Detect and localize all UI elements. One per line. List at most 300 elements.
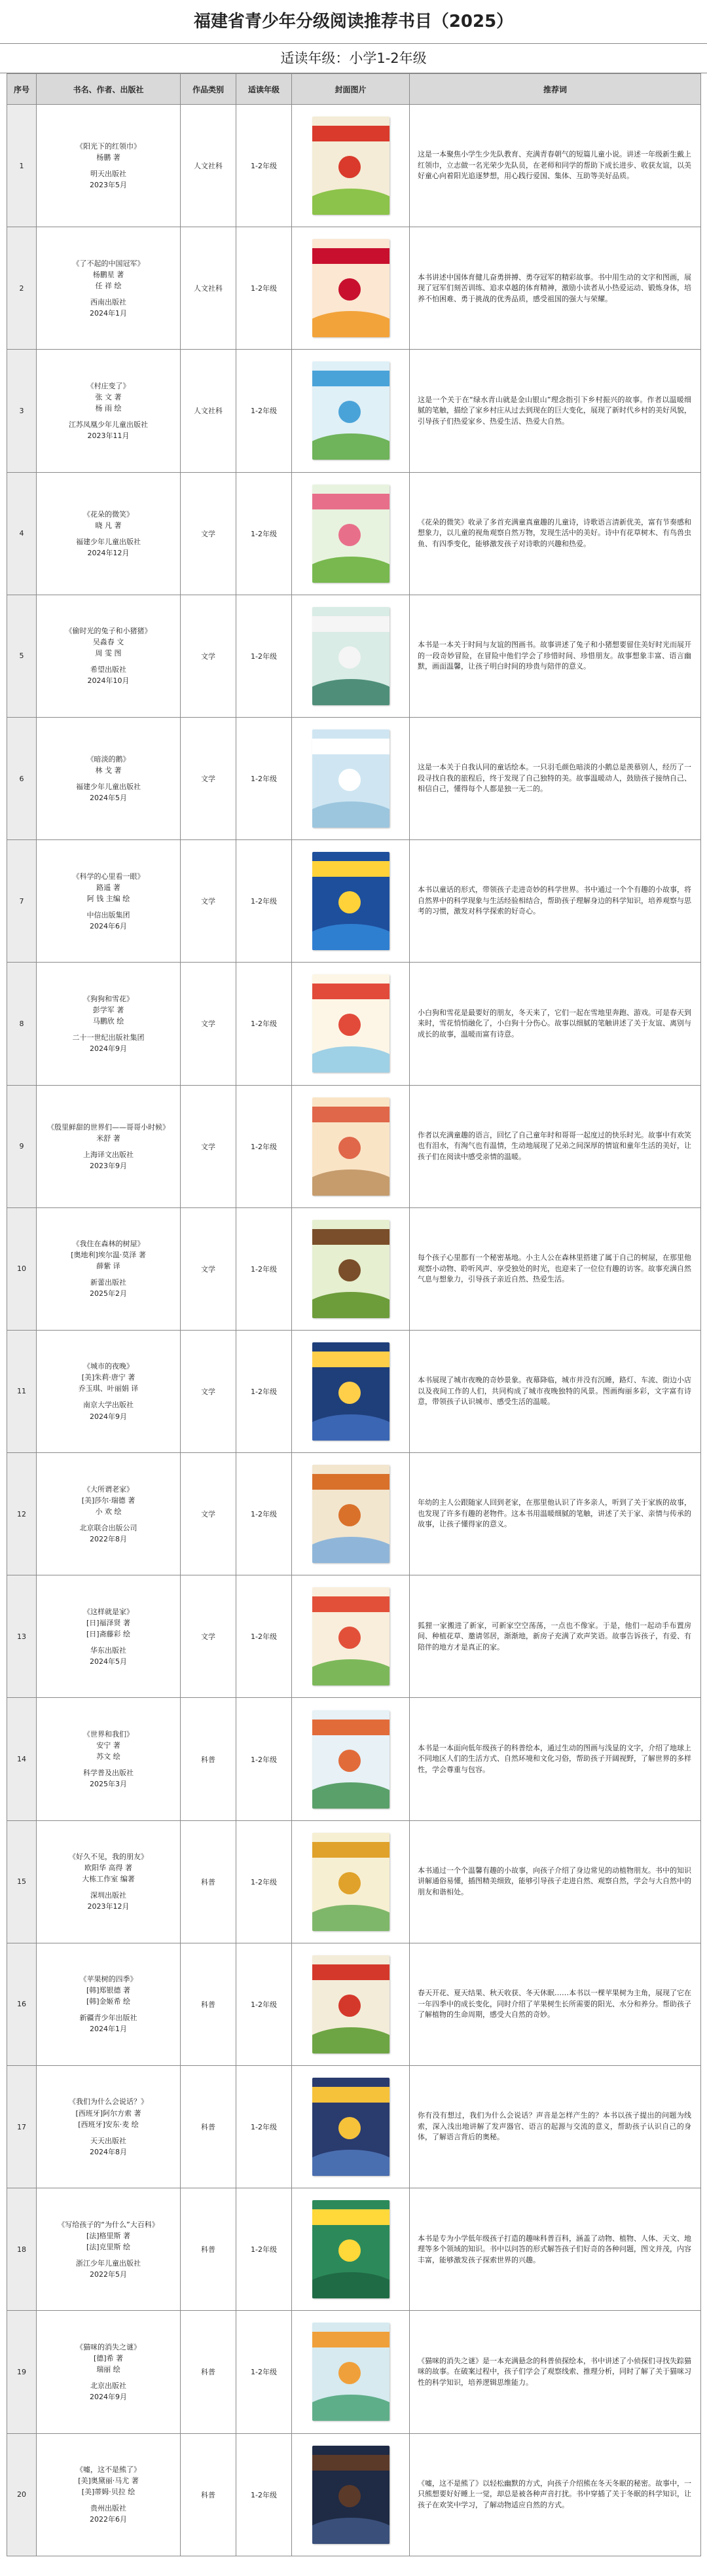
cover-ground xyxy=(312,801,390,828)
book-info xyxy=(37,350,181,472)
book-category: 文学 xyxy=(181,595,236,717)
book-author: 路遥 著 xyxy=(96,883,120,892)
cover-cell xyxy=(292,2188,410,2311)
cover-cell xyxy=(292,595,410,717)
table-row xyxy=(7,105,701,227)
book-author: 彭学军 著 xyxy=(92,1005,124,1014)
book-info xyxy=(37,1207,181,1330)
book-category: 文学 xyxy=(181,1085,236,1207)
table-row xyxy=(7,595,701,717)
recommendation-text: 年幼的主人公跟随家人回到老家，在那里他认识了许多亲人，听到了关于家族的故事，也发现了许多有趣的老物件。这本书用温暖细腻的笔触，讲述了关于家、亲情与传承的故事，让孩子懂得家的意义。 xyxy=(410,1453,701,1575)
book-category: 科普 xyxy=(181,1820,236,1943)
grade-banner: 适读年级：小学1-2年级 xyxy=(0,44,707,73)
cover-title-band xyxy=(312,1229,390,1245)
book-date: 2024年10月 xyxy=(87,676,130,686)
cover-title-band xyxy=(312,2087,390,2103)
book-date: 2024年9月 xyxy=(90,1412,127,1421)
row-seq: 6 xyxy=(7,717,37,839)
book-category: 科普 xyxy=(181,1943,236,2065)
cover-ground xyxy=(312,1414,390,1441)
recommendation-text: 《猫咪的消失之谜》是一本充满悬念的科普侦探绘本，书中讲述了小侦探们寻找失踪猫咪的故事。在破案过程中，孩子们学会了观察线索、推理分析，同时了解了关于猫咪习性的科学知识，培养逻辑思维能力。 xyxy=(410,2311,701,2433)
book-publisher: 新蕾出版社 xyxy=(90,1278,126,1287)
book-translator: [美]蒂姆·贝拉 绘 xyxy=(81,2488,136,2497)
book-author: 吴淼春 文 xyxy=(92,638,124,647)
book-translator: [韩]金姬希 绘 xyxy=(86,1997,131,2006)
cover-cell xyxy=(292,963,410,1085)
book-author: 晓 凡 著 xyxy=(95,521,122,530)
cover-ground xyxy=(312,1537,390,1563)
book-publisher: 科学普及出版社 xyxy=(83,1769,134,1778)
book-info xyxy=(37,2433,181,2556)
table-row xyxy=(7,350,701,472)
table-row xyxy=(7,1207,701,1330)
table-row xyxy=(7,1085,701,1207)
book-date: 2024年6月 xyxy=(90,921,127,930)
cover-title-band xyxy=(312,739,390,754)
cover-ground xyxy=(312,311,390,337)
row-seq: 1 xyxy=(7,105,37,227)
book-author: [韩]郑银德 著 xyxy=(86,1986,131,1995)
table-row xyxy=(7,2311,701,2433)
row-seq: 17 xyxy=(7,2066,37,2188)
table-row xyxy=(7,963,701,1085)
book-cover-image xyxy=(312,852,390,950)
book-age: 1-2年级 xyxy=(236,1820,292,1943)
book-category: 科普 xyxy=(181,1698,236,1820)
book-translator: 杨 雨 绘 xyxy=(95,403,122,413)
cover-cell xyxy=(292,1453,410,1575)
cover-ground xyxy=(312,679,390,705)
book-cover-image xyxy=(312,1710,390,1809)
book-publisher: 福建少年儿童出版社 xyxy=(76,537,141,546)
book-category: 文学 xyxy=(181,840,236,963)
recommendation-text: 本书是一本关于时间与友谊的图画书。故事讲述了兔子和小猪想要留住美好时光而展开的一段奇妙冒险，在冒险中他们学会了珍惜时间、珍惜朋友。故事想象丰富、语言幽默，画面温馨，让孩子明白时间的珍贵与陪伴的意义。 xyxy=(410,595,701,717)
book-publisher: 南京大学出版社 xyxy=(83,1401,134,1410)
cover-illustration xyxy=(338,1627,361,1649)
table-row xyxy=(7,1453,701,1575)
book-info xyxy=(37,840,181,963)
row-seq: 11 xyxy=(7,1330,37,1452)
book-age: 1-2年级 xyxy=(236,350,292,472)
book-info xyxy=(37,963,181,1085)
book-cover-image xyxy=(312,974,390,1073)
book-category: 文学 xyxy=(181,963,236,1085)
col-header-category: 作品类别 xyxy=(181,74,236,105)
page-title: 福建省青少年分级阅读推荐书目（2025） xyxy=(0,0,707,44)
table-row xyxy=(7,1698,701,1820)
col-header-info: 书名、作者、出版社 xyxy=(37,74,181,105)
book-date: 2024年9月 xyxy=(90,2393,127,2402)
book-info xyxy=(37,2311,181,2433)
book-info xyxy=(37,595,181,717)
cover-cell xyxy=(292,350,410,472)
book-date: 2024年5月 xyxy=(90,1657,127,1666)
book-age: 1-2年级 xyxy=(236,2433,292,2556)
book-cover-image xyxy=(312,607,390,705)
book-category: 文学 xyxy=(181,1575,236,1698)
book-title: 《猫咪的消失之谜》 xyxy=(76,2342,141,2351)
book-publisher: 深圳出版社 xyxy=(90,1891,126,1900)
cover-ground xyxy=(312,1905,390,1931)
cover-illustration xyxy=(338,1382,361,1404)
cover-title-band xyxy=(312,126,390,141)
book-info xyxy=(37,1575,181,1698)
cover-illustration xyxy=(338,1137,361,1159)
book-title: 《村庄变了》 xyxy=(86,381,130,390)
book-date: 2024年9月 xyxy=(90,1044,127,1053)
cover-title-band xyxy=(312,1107,390,1122)
book-age: 1-2年级 xyxy=(236,1943,292,2065)
book-title: 《狗狗和雪花》 xyxy=(83,994,134,1003)
book-info xyxy=(37,1820,181,1943)
cover-illustration xyxy=(338,1872,361,1894)
cover-cell xyxy=(292,105,410,227)
recommendation-text: 每个孩子心里都有一个秘密基地。小主人公在森林里搭建了属于自己的树屋，在那里他观察小动物、聆听风声、享受独处的时光，也迎来了一位位有趣的访客。故事充满自然气息与想象力，引导孩子亲近自然、热爱生活。 xyxy=(410,1207,701,1330)
cover-title-band xyxy=(312,371,390,386)
book-title: 《我们为什么会说话？》 xyxy=(69,2097,148,2107)
book-author: 张 文 著 xyxy=(95,392,122,401)
row-seq: 9 xyxy=(7,1085,37,1207)
cover-cell xyxy=(292,2066,410,2188)
book-author: 米舒 著 xyxy=(96,1133,120,1143)
book-publisher: 江苏凤凰少年儿童出版社 xyxy=(69,420,148,429)
cover-title-band xyxy=(312,2455,390,2471)
book-cover-image xyxy=(312,729,390,828)
cover-cell xyxy=(292,1698,410,1820)
recommendation-text: 春天开花、夏天结果、秋天收获、冬天休眠……本书以一棵苹果树为主角，展现了它在一年四季中的成长变化，同时介绍了苹果树生长所需要的阳光、水分和养分。帮助孩子了解植物的生命周期，感受大自然的奇妙。 xyxy=(410,1943,701,2065)
book-translator: [法]克里斯 绘 xyxy=(86,2242,131,2251)
col-header-age: 适读年级 xyxy=(236,74,292,105)
cover-title-band xyxy=(312,248,390,264)
book-title: 《写给孩子的“为什么”大百科》 xyxy=(58,2220,159,2229)
cover-ground xyxy=(312,433,390,460)
book-date: 2023年9月 xyxy=(90,1161,127,1170)
cover-ground xyxy=(312,1046,390,1073)
book-age: 1-2年级 xyxy=(236,1085,292,1207)
book-info xyxy=(37,2066,181,2188)
book-category: 科普 xyxy=(181,2311,236,2433)
cover-title-band xyxy=(312,494,390,509)
recommendation-text: 本书通过一个个温馨有趣的小故事，向孩子介绍了身边常见的动植物朋友。书中的知识讲解通俗易懂，插图精美细致，能够引导孩子走进自然、观察自然，学会与大自然中的朋友和谐相处。 xyxy=(410,1820,701,1943)
book-date: 2024年5月 xyxy=(90,794,127,803)
recommendation-text: 作者以充满童趣的语言，回忆了自己童年时和哥哥一起度过的快乐时光。故事中有欢笑也有泪水，有淘气也有温情，生动地展现了兄弟之间深厚的情谊和童年生活的美好，让孩子们在阅读中感受亲情的温暖。 xyxy=(410,1085,701,1207)
table-row xyxy=(7,472,701,595)
book-author: [日]福泽贤 著 xyxy=(86,1618,131,1627)
table-row xyxy=(7,840,701,963)
book-cover-image xyxy=(312,1955,390,2053)
book-date: 2024年12月 xyxy=(87,548,130,557)
book-date: 2024年8月 xyxy=(90,2147,127,2156)
cover-illustration xyxy=(338,2117,361,2139)
book-author: 安宁 著 xyxy=(96,1740,120,1750)
cover-cell xyxy=(292,1820,410,1943)
book-author: [美]奥黛丽·马尤 著 xyxy=(78,2476,139,2486)
cover-ground xyxy=(312,189,390,215)
book-title: 《嘘，这不是熊了》 xyxy=(76,2465,141,2475)
cover-illustration xyxy=(338,524,361,546)
recommendation-text: 小白狗和雪花是最要好的朋友，冬天来了，它们一起在雪地里奔跑、游戏。可是春天到来时，雪花悄悄融化了，小白狗十分伤心。故事以细腻的笔触讲述了关于友谊、离别与成长的故事，温暖而富有诗意。 xyxy=(410,963,701,1085)
cover-illustration xyxy=(338,401,361,423)
book-author: 欧阳华 高得 著 xyxy=(84,1864,132,1873)
recommendation-text: 本书是专为小学低年级孩子打造的趣味科普百科，涵盖了动物、植物、人体、天文、地理等多个领域的知识。书中以问答的形式解答孩子们好奇的各种问题，图文并茂，内容丰富，能够激发孩子探索世界的兴趣。 xyxy=(410,2188,701,2311)
recommendation-text: 本书以童话的形式，带领孩子走进奇妙的科学世界。书中通过一个个有趣的小故事，将自然界中的科学现象与生活经验相结合，帮助孩子理解身边的科学知识，培养观察与思考的习惯，激发对科学探索的好奇心。 xyxy=(410,840,701,963)
cover-illustration xyxy=(338,156,361,178)
recommendation-text: 这是一个关于在“绿水青山就是金山银山”理念指引下乡村振兴的故事。作者以温暖细腻的笔触，描绘了家乡村庄从过去到现在的巨大变化，展现了新时代乡村的美好风貌，引导孩子们热爱家乡、热爱生活、热爱大自然。 xyxy=(410,350,701,472)
book-info xyxy=(37,717,181,839)
book-age: 1-2年级 xyxy=(236,2188,292,2311)
cover-ground xyxy=(312,2027,390,2053)
book-title: 《世界和我们》 xyxy=(83,1729,134,1739)
book-cover-image xyxy=(312,485,390,583)
book-publisher: 二十一世纪出版社集团 xyxy=(72,1033,145,1042)
book-title: 《我住在森林的树屋》 xyxy=(72,1240,145,1249)
cover-title-band xyxy=(312,861,390,877)
book-category: 人文社科 xyxy=(181,350,236,472)
book-cover-image xyxy=(312,1833,390,1931)
cover-title-band xyxy=(312,2209,390,2225)
book-cover-image xyxy=(312,117,390,215)
book-cover-image xyxy=(312,1465,390,1563)
cover-ground xyxy=(312,2272,390,2298)
cover-cell xyxy=(292,472,410,595)
cover-cell xyxy=(292,717,410,839)
book-date: 2022年8月 xyxy=(90,1534,127,1543)
cover-illustration xyxy=(338,1750,361,1772)
cover-title-band xyxy=(312,1352,390,1367)
book-title: 《花朵的微笑》 xyxy=(83,509,134,519)
table-row xyxy=(7,717,701,839)
cover-illustration xyxy=(338,1504,361,1526)
cover-title-band xyxy=(312,1474,390,1490)
table-row xyxy=(7,1330,701,1452)
book-info xyxy=(37,1698,181,1820)
row-seq: 13 xyxy=(7,1575,37,1698)
book-cover-image xyxy=(312,239,390,337)
book-date: 2023年11月 xyxy=(87,432,130,441)
book-publisher: 北京联合出版公司 xyxy=(79,1523,137,1532)
book-date: 2022年5月 xyxy=(90,2270,127,2279)
book-date: 2023年12月 xyxy=(87,1902,130,1911)
row-seq: 8 xyxy=(7,963,37,1085)
cover-title-band xyxy=(312,616,390,632)
book-category: 文学 xyxy=(181,472,236,595)
book-cover-image xyxy=(312,361,390,460)
cover-cell xyxy=(292,2311,410,2433)
recommendation-text: 狐狸一家搬进了新家，可新家空空荡荡，一点也不像家。于是，他们一起动手布置房间、种植花草、邀请邻居，渐渐地，新房子充满了欢声笑语。故事告诉孩子，有爱、有陪伴的地方才是真正的家。 xyxy=(410,1575,701,1698)
book-table xyxy=(7,73,701,2556)
book-age: 1-2年级 xyxy=(236,595,292,717)
table-row xyxy=(7,1943,701,2065)
book-age: 1-2年级 xyxy=(236,717,292,839)
book-translator: 瑞丽 绘 xyxy=(96,2364,120,2374)
cover-illustration xyxy=(338,891,361,913)
book-category: 科普 xyxy=(181,2066,236,2188)
cover-title-band xyxy=(312,1720,390,1735)
recommendation-text: 你有没有想过，我们为什么会说话？声音是怎样产生的？本书以孩子提出的问题为线索，深入浅出地讲解了发声器官、语言的起源与交流的意义，帮助孩子认识自己的身体，了解语言背后的奥秘。 xyxy=(410,2066,701,2188)
book-category: 科普 xyxy=(181,2433,236,2556)
cover-title-band xyxy=(312,1964,390,1980)
table-row xyxy=(7,2433,701,2556)
book-age: 1-2年级 xyxy=(236,1207,292,1330)
book-title: 《科学的心里看一眼》 xyxy=(72,872,145,881)
table-row xyxy=(7,1575,701,1698)
book-age: 1-2年级 xyxy=(236,1330,292,1452)
book-author: [法]格里斯 著 xyxy=(86,2231,131,2240)
book-category: 科普 xyxy=(181,2188,236,2311)
row-seq: 10 xyxy=(7,1207,37,1330)
book-info xyxy=(37,227,181,350)
book-title: 《殷里鲜甜的世界们——哥哥小时候》 xyxy=(47,1122,170,1132)
book-title: 《暗淡的鹅》 xyxy=(86,754,130,764)
book-author: [西班牙]阿尔方索 著 xyxy=(75,2108,141,2118)
table-row xyxy=(7,2188,701,2311)
book-publisher: 福建少年儿童出版社 xyxy=(76,782,141,792)
book-age: 1-2年级 xyxy=(236,2311,292,2433)
book-author: [德]希 著 xyxy=(93,2353,124,2363)
row-seq: 7 xyxy=(7,840,37,963)
book-info xyxy=(37,1330,181,1452)
book-author: [美]莎尔·瑞德 著 xyxy=(81,1496,136,1505)
recommendation-text: 这是一本关于自我认同的童话绘本。一只羽毛颜色暗淡的小鹅总是羡慕别人，经历了一段寻找自我的旅程后，终于发现了自己独特的美。故事温暖动人，鼓励孩子接纳自己、相信自己，懂得每个人都是独一无二的。 xyxy=(410,717,701,839)
row-seq: 12 xyxy=(7,1453,37,1575)
cover-cell xyxy=(292,227,410,350)
cover-ground xyxy=(312,1292,390,1318)
book-age: 1-2年级 xyxy=(236,227,292,350)
row-seq: 14 xyxy=(7,1698,37,1820)
recommendation-text: 《嘘，这不是熊了》以轻松幽默的方式，向孩子介绍熊在冬天冬眠的秘密。故事中，一只熊想要好好睡上一觉，却总是被各种声音打扰。书中穿插了关于冬眠的科学知识，让孩子在欢笑中学习，了解动物适应自然的方式。 xyxy=(410,2433,701,2556)
row-seq: 19 xyxy=(7,2311,37,2433)
row-seq: 3 xyxy=(7,350,37,472)
cover-ground xyxy=(312,924,390,950)
cover-cell xyxy=(292,1330,410,1452)
book-title: 《这样就是家》 xyxy=(83,1607,134,1616)
cover-ground xyxy=(312,1659,390,1685)
book-date: 2024年1月 xyxy=(90,308,127,318)
book-cover-image xyxy=(312,2323,390,2421)
book-date: 2024年1月 xyxy=(90,2025,127,2034)
row-seq: 15 xyxy=(7,1820,37,1943)
book-category: 文学 xyxy=(181,717,236,839)
book-publisher: 浙江少年儿童出版社 xyxy=(76,2258,141,2268)
book-publisher: 希望出版社 xyxy=(90,665,126,674)
cover-cell xyxy=(292,1943,410,2065)
cover-illustration xyxy=(338,2485,361,2507)
row-seq: 4 xyxy=(7,472,37,595)
book-publisher: 北京出版社 xyxy=(90,2381,126,2390)
book-age: 1-2年级 xyxy=(236,472,292,595)
cover-title-band xyxy=(312,2332,390,2347)
book-age: 1-2年级 xyxy=(236,1453,292,1575)
book-translator: [西班牙]安东·麦 绘 xyxy=(78,2120,139,2129)
book-cover-image xyxy=(312,1342,390,1441)
book-translator: 阿 钱 主编 绘 xyxy=(86,894,130,903)
book-publisher: 西南出版社 xyxy=(90,297,126,306)
row-seq: 16 xyxy=(7,1943,37,2065)
cover-illustration xyxy=(338,278,361,301)
recommendation-text: 本书展现了城市夜晚的奇妙景象。夜幕降临，城市并没有沉睡，路灯、车流、街边小店以及夜间工作的人们，共同构成了城市夜晚独特的风景。图画绚丽多彩，文字富有诗意，带领孩子认识城市、感受生活的温暖。 xyxy=(410,1330,701,1452)
row-seq: 18 xyxy=(7,2188,37,2311)
book-title: 《阳光下的红领巾》 xyxy=(76,142,141,151)
cover-illustration xyxy=(338,2239,361,2262)
book-author: 杨鹏 著 xyxy=(96,153,120,162)
book-info xyxy=(37,1943,181,2065)
book-age: 1-2年级 xyxy=(236,2066,292,2188)
book-cover-image xyxy=(312,1220,390,1318)
book-cover-image xyxy=(312,1097,390,1196)
book-author: 林 戈 著 xyxy=(95,765,122,775)
col-header-seq: 序号 xyxy=(7,74,37,105)
table-header-row xyxy=(7,74,701,105)
book-info xyxy=(37,1453,181,1575)
book-translator: [日]斋藤彩 绘 xyxy=(86,1629,131,1638)
cover-title-band xyxy=(312,1842,390,1858)
book-cover-image xyxy=(312,2200,390,2298)
cover-title-band xyxy=(312,1596,390,1612)
col-header-cover: 封面图片 xyxy=(292,74,410,105)
book-title: 《城市的夜晚》 xyxy=(83,1362,134,1371)
book-info xyxy=(37,1085,181,1207)
cover-ground xyxy=(312,1169,390,1196)
row-seq: 20 xyxy=(7,2433,37,2556)
cover-ground xyxy=(312,557,390,583)
book-publisher: 上海译文出版社 xyxy=(83,1150,134,1159)
book-translator: 薛紫 译 xyxy=(96,1262,120,1271)
cover-cell xyxy=(292,1207,410,1330)
book-publisher: 贵州出版社 xyxy=(90,2504,126,2513)
recommendation-text: 本书是一本面向低年级孩子的科普绘本，通过生动的图画与浅显的文字，介绍了地球上不同地区人们的生活方式、自然环境和文化习俗，帮助孩子开阔视野，了解世界的多样性，学会尊重与包容。 xyxy=(410,1698,701,1820)
recommendation-text: 这是一本聚焦小学生少先队教育、充满青春朝气的短篇儿童小说。讲述一年级新生戴上红领巾，立志做一名光荣少先队员，在老师和同学的帮助下成长进步、收获友谊，以美好童心向着阳光追逐梦想，用心践行爱国、集体、互助等美好品质。 xyxy=(410,105,701,227)
recommendation-text: 《花朵的微笑》收录了多首充满童真童趣的儿童诗，诗歌语言清新优美，富有节奏感和想象力，以儿童的视角观察自然万物，发现生活中的美好。诗中有花草树木、有鸟兽虫鱼、有四季变化，能够激发孩子对诗歌的兴趣和热爱。 xyxy=(410,472,701,595)
book-date: 2025年3月 xyxy=(90,1780,127,1789)
book-translator: 周 雯 图 xyxy=(95,649,122,658)
book-category: 人文社科 xyxy=(181,227,236,350)
book-category: 文学 xyxy=(181,1207,236,1330)
book-publisher: 天天出版社 xyxy=(90,2136,126,2145)
table-body xyxy=(7,105,701,2556)
cover-ground xyxy=(312,2150,390,2176)
cover-illustration xyxy=(338,769,361,791)
cover-ground xyxy=(312,2395,390,2421)
book-age: 1-2年级 xyxy=(236,1698,292,1820)
book-translator: 乔玉琪、叶丽娟 译 xyxy=(78,1384,139,1393)
book-date: 2022年6月 xyxy=(90,2515,127,2524)
recommendation-text: 本书讲述中国体育健儿奋勇拼搏、勇夺冠军的精彩故事。书中用生动的文字和图画，展现了冠军们刻苦训练、追求卓越的体育精神，激励小读者从小热爱运动、锻炼身体，培养不怕困难、勇于挑战的优秀品质，感受祖国的强大与荣耀。 xyxy=(410,227,701,350)
book-translator: 任 祥 绘 xyxy=(95,281,122,290)
row-seq: 2 xyxy=(7,227,37,350)
book-age: 1-2年级 xyxy=(236,963,292,1085)
book-age: 1-2年级 xyxy=(236,840,292,963)
cover-cell xyxy=(292,2433,410,2556)
cover-cell xyxy=(292,1575,410,1698)
cover-cell xyxy=(292,840,410,963)
book-author: [奥地利]埃尔温·莫泽 著 xyxy=(71,1251,146,1260)
book-cover-image xyxy=(312,2446,390,2544)
book-info xyxy=(37,472,181,595)
book-cover-image xyxy=(312,2078,390,2176)
book-translator: 大栋工作室 编著 xyxy=(82,1875,135,1884)
row-seq: 5 xyxy=(7,595,37,717)
book-title: 《好久不见，我的朋友》 xyxy=(69,1852,148,1862)
book-age: 1-2年级 xyxy=(236,1575,292,1698)
book-author: 杨鹏星 著 xyxy=(92,270,124,279)
cover-ground xyxy=(312,2518,390,2544)
book-date: 2025年2月 xyxy=(90,1289,127,1298)
cover-cell xyxy=(292,1085,410,1207)
book-category: 文学 xyxy=(181,1330,236,1452)
book-category: 人文社科 xyxy=(181,105,236,227)
book-translator: 马鹏欣 绘 xyxy=(92,1016,124,1025)
book-title: 《苹果树的四季》 xyxy=(79,1975,137,1984)
